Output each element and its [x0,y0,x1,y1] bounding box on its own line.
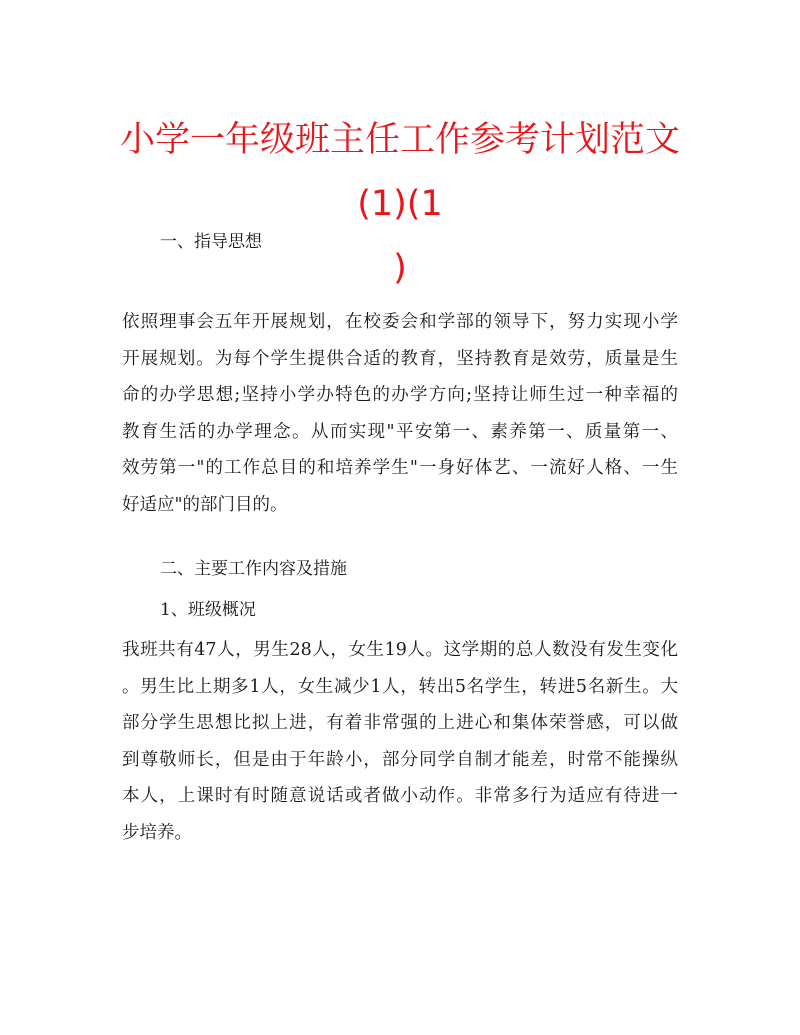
subsection-heading-class-overview: 1、班级概况 [160,600,256,620]
paragraph-line: 。男生比上期多1人，女生减少1人，转出5名学生，转进5名新生。大 [122,676,678,697]
paragraph-line: 依照理事会五年开展规划，在校委会和学部的领导下，努力实现小学 [122,312,678,332]
paragraph-line: 教育生活的办学理念。从而实现"平安第一、素养第一、质量第一、 [122,421,678,442]
section-paragraph-guiding-thought [122,304,678,523]
paragraph-line: 好适应"的部门目的。 [122,494,288,515]
paragraph-line: 部分学生思想比拟上进，有着非常强的上进心和集体荣誉感，可以做 [122,713,678,733]
document-title-line-2: ) [393,248,407,288]
paragraph-line: 效劳第一"的工作总目的和培养学生"一身好体艺、一流好人格、一生 [122,458,678,478]
paragraph-line: 到尊敬师长，但是由于年龄小，部分同学自制才能差，时常不能操纵 [122,749,678,770]
paragraph-line: 命的办学思想;坚持小学办特色的办学方向;坚持让师生过一种幸福的 [122,385,678,405]
paragraph-line: 我班共有47人，男生28人，女生19人。这学期的总人数没有发生变化 [122,640,678,660]
document-title-line-1: 小学一年级班主任工作参考计划范文(1)(1 [119,120,680,224]
section-paragraph-class-overview [122,632,678,851]
paragraph-line: 本人，上课时有时随意说话或者做小动作。非常多行为适应有待进一 [122,786,678,806]
section-heading-main-work: 二、主要工作内容及措施 [160,559,347,579]
paragraph-line: 步培养。 [122,822,192,843]
section-heading-guiding-thought: 一、指导思想 [160,232,262,252]
paragraph-line: 开展规划。为每个学生提供合适的教育，坚持教育是效劳，质量是生 [122,348,678,369]
document-title [110,108,690,300]
